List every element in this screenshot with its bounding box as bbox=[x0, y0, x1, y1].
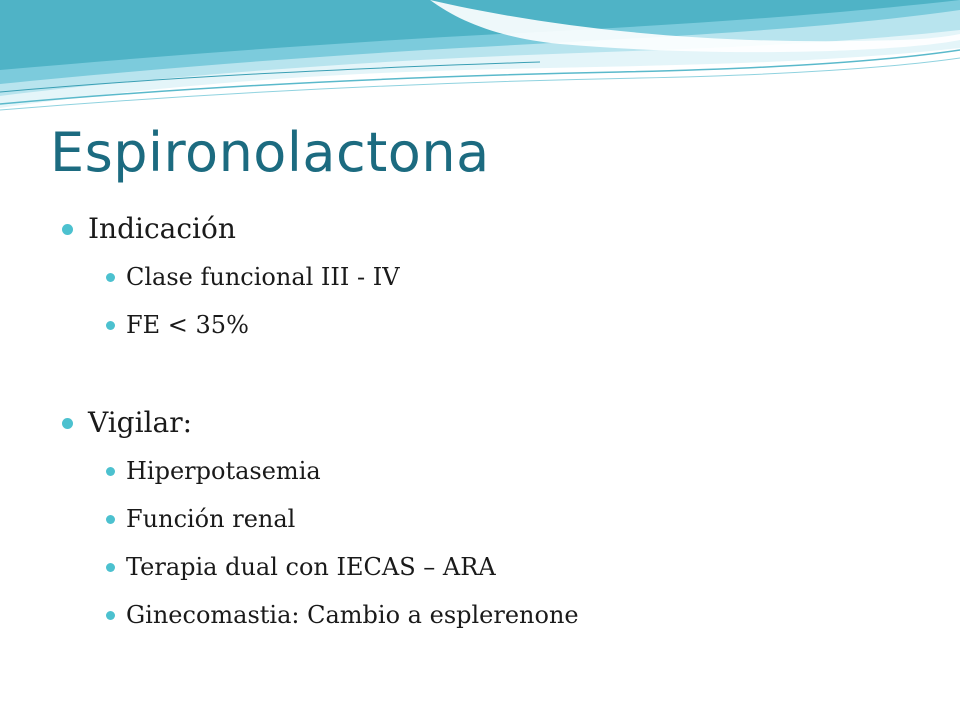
bullet-dot-icon bbox=[62, 224, 73, 235]
bullet-dot-icon bbox=[106, 515, 115, 524]
sub-bullet-text: FE < 35% bbox=[126, 311, 249, 339]
sub-bullet-text: Función renal bbox=[126, 505, 296, 533]
bullet-indicacion bbox=[62, 205, 922, 253]
bullet-dot-icon bbox=[106, 273, 115, 282]
sub-bullet bbox=[62, 253, 922, 301]
slide-title: Espironolactona bbox=[50, 121, 490, 184]
sub-bullet-text: Ginecomastia: Cambio a esplerenone bbox=[126, 601, 579, 629]
bullet-dot-icon bbox=[106, 321, 115, 330]
bullet-text: Vigilar: bbox=[88, 406, 193, 439]
bullet-dot-icon bbox=[106, 563, 115, 572]
bullet-text: Indicación bbox=[88, 212, 236, 245]
sub-bullet bbox=[62, 447, 922, 495]
sub-bullet bbox=[62, 301, 922, 349]
bullet-vigilar bbox=[62, 399, 922, 447]
bullet-dot-icon bbox=[106, 467, 115, 476]
sub-bullet-text: Hiperpotasemia bbox=[126, 457, 321, 485]
section-spacer bbox=[62, 349, 922, 399]
sub-bullet-text: Terapia dual con IECAS – ARA bbox=[126, 553, 496, 581]
sub-bullet bbox=[62, 495, 922, 543]
bullet-dot-icon bbox=[62, 418, 73, 429]
bullet-list bbox=[62, 205, 922, 639]
header-wave-decoration bbox=[0, 0, 960, 120]
sub-bullet bbox=[62, 543, 922, 591]
sub-bullet-text: Clase funcional III - IV bbox=[126, 263, 400, 291]
sub-bullet bbox=[62, 591, 922, 639]
bullet-dot-icon bbox=[106, 611, 115, 620]
